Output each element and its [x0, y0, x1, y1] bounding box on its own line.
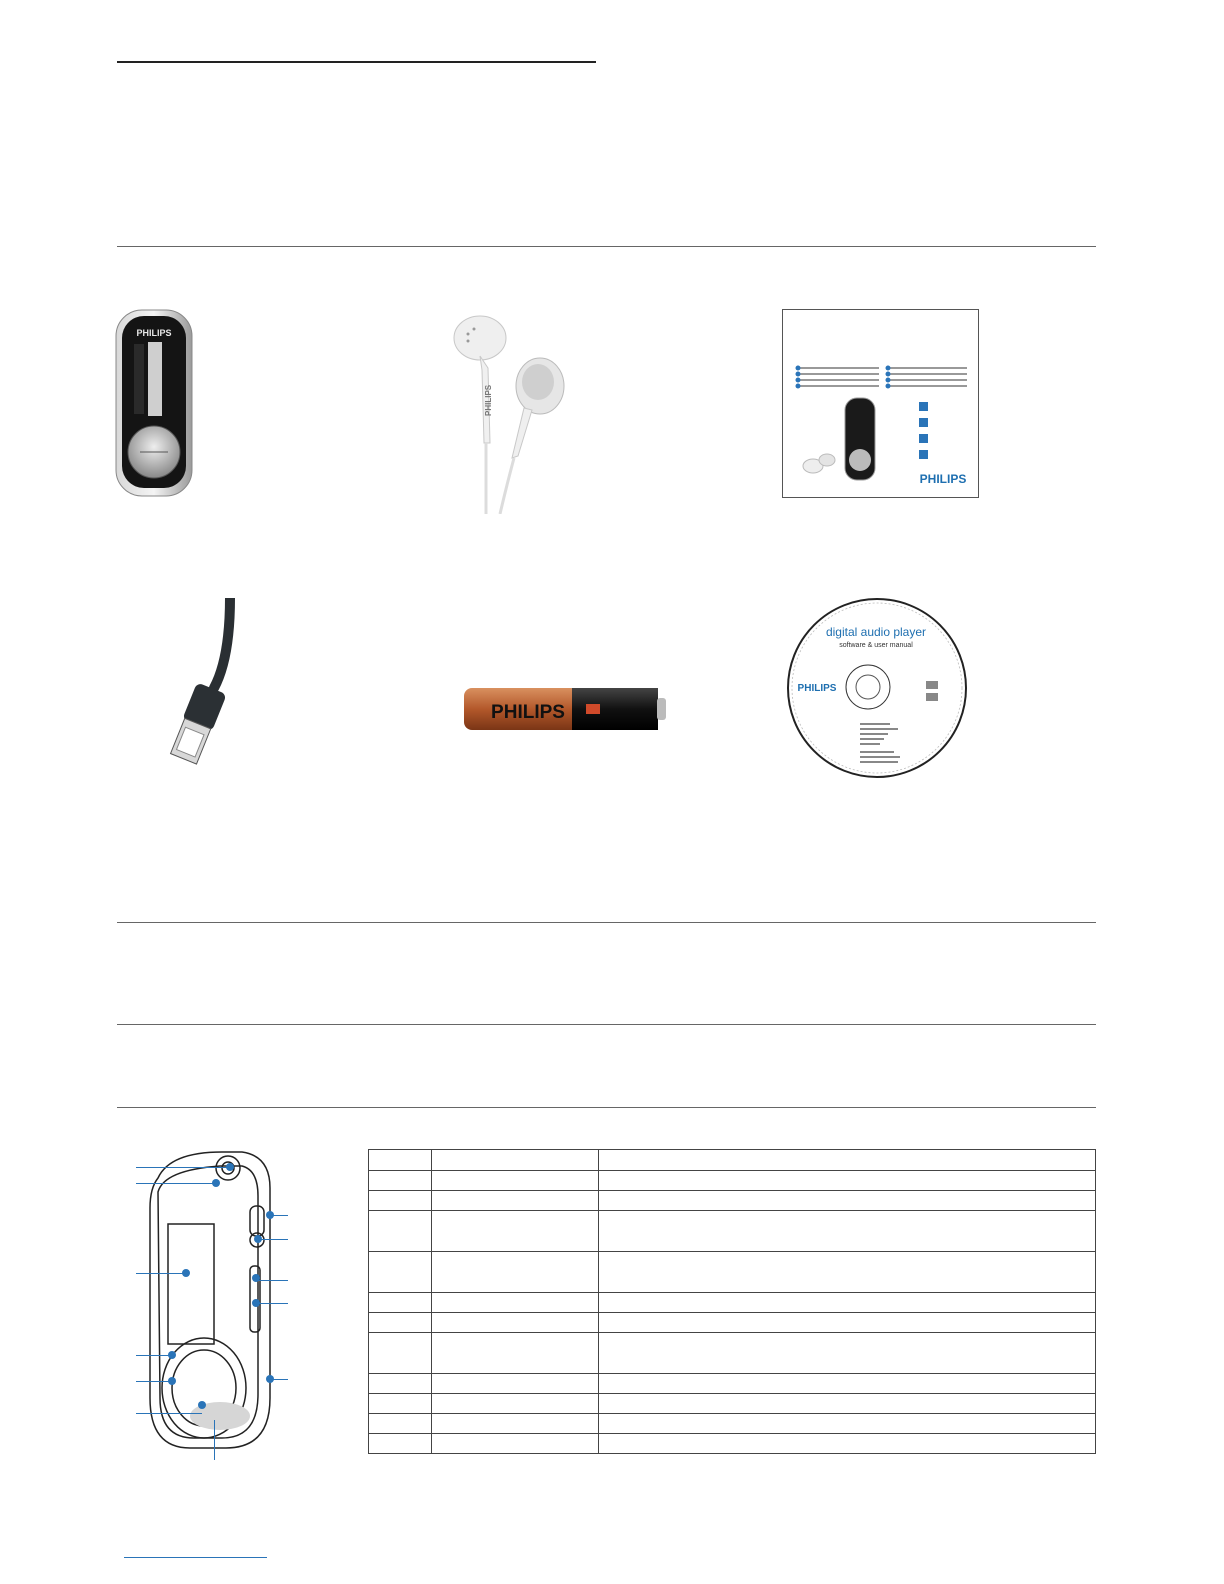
callout-dot-5: [168, 1377, 176, 1385]
callout-dot-1: [226, 1163, 234, 1171]
table-row: [369, 1191, 1096, 1211]
section-divider-controls: [117, 1107, 1096, 1108]
callout-line-7: [214, 1420, 215, 1460]
device-diagram: [130, 1148, 300, 1464]
player-brand: PHILIPS: [136, 328, 172, 338]
table-row: [369, 1394, 1096, 1414]
table-row: [369, 1252, 1096, 1293]
table-row: [369, 1333, 1096, 1374]
callout-line-10: [256, 1280, 288, 1281]
callout-dot-2: [212, 1179, 220, 1187]
guide-brand: PHILIPS: [919, 472, 967, 486]
earphones-image: [448, 308, 568, 514]
callout-line-4: [136, 1355, 172, 1356]
callout-dot-4: [168, 1351, 176, 1359]
table-row: [369, 1171, 1096, 1191]
table-row: [369, 1434, 1096, 1454]
quick-start-guide-image: [782, 309, 979, 498]
callout-dot-3: [182, 1269, 190, 1277]
callout-line-12: [270, 1379, 288, 1380]
callout-dot-6: [198, 1401, 206, 1409]
player-image: [114, 308, 194, 498]
cd-subtitle: software & user manual: [839, 642, 913, 649]
cd-brand: PHILIPS: [797, 683, 837, 694]
earphone-brand: PHILIPS: [484, 384, 493, 416]
table-row: [369, 1374, 1096, 1394]
section-divider-2: [117, 1024, 1096, 1025]
usb-cable-image: [160, 598, 250, 770]
table-row: [369, 1293, 1096, 1313]
callout-line-8: [270, 1215, 288, 1216]
callout-line-2: [136, 1183, 216, 1184]
table-row: [369, 1414, 1096, 1434]
table-row: [369, 1313, 1096, 1333]
callout-line-3: [136, 1273, 186, 1274]
callout-line-9: [258, 1239, 288, 1240]
cd-rom-image: [786, 597, 968, 779]
cd-title: digital audio player: [825, 625, 927, 639]
controls-table: [368, 1149, 1096, 1454]
title-underline: [117, 61, 596, 63]
footer-link-underline: [124, 1557, 267, 1558]
section-divider-1: [117, 922, 1096, 923]
callout-line-1: [136, 1167, 230, 1168]
aaa-battery-image: [462, 684, 668, 734]
callout-line-6: [136, 1413, 202, 1414]
table-header-row: [369, 1150, 1096, 1171]
section-divider-accessories: [117, 246, 1096, 247]
callout-line-5: [136, 1381, 172, 1382]
table-row: [369, 1211, 1096, 1252]
battery-brand: PHILIPS: [491, 702, 565, 723]
callout-line-11: [256, 1303, 288, 1304]
